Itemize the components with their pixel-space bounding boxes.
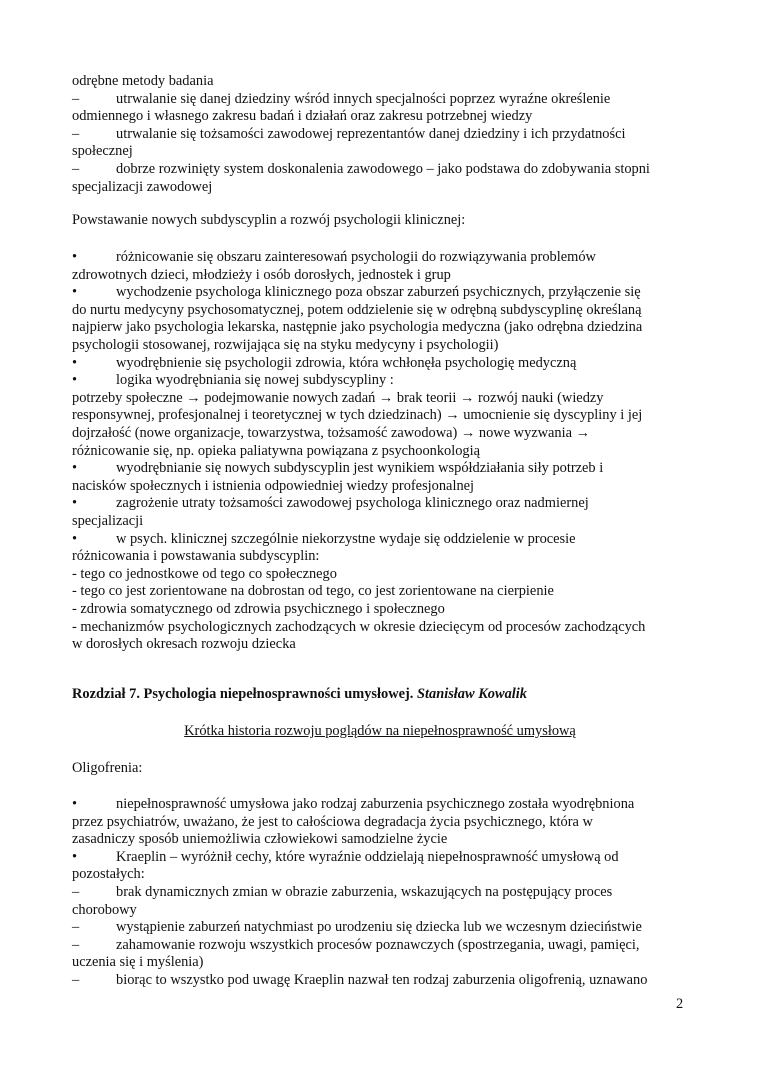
line-text: różnicowanie się, np. opieka paliatywna powiązana z psychoonkologią (72, 442, 480, 459)
text-line (72, 179, 212, 197)
dash-marker: – (72, 884, 80, 900)
text-line (72, 73, 213, 91)
line-text: wyodrębnianie się nowych subdyscyplin jest wynikiem współdziałania siły potrzeb i (116, 460, 604, 477)
text-line (72, 302, 641, 320)
text-line (72, 919, 642, 937)
line-text: psychologii stosowanej, rozwijająca się na styku medycyny i psychologii) (72, 337, 499, 353)
line-text: uczenia się i myślenia) (72, 954, 204, 971)
line-text: biorąc to wszystko pod uwagę Kraeplin nazwał ten rodzaj zaburzenia oligofrenią, uznawano (116, 972, 648, 988)
line-text: różnicowanie się obszaru zainteresowań psychologii do rozwiązywania problemów (116, 249, 596, 265)
bullet-marker: • (72, 495, 78, 512)
subdisciplines-heading: Powstawanie nowych subdyscyplin a rozwój psychologii klinicznej: (72, 212, 466, 228)
line-text: potrzeby społeczne → podejmowanie nowych zadań → brak teorii → rozwój nauki (wiedzy (72, 389, 604, 406)
text-line (72, 249, 596, 267)
line-text: utrwalanie się danej dziedziny wśród innych specjalności poprzez wyraźne określenie (116, 90, 611, 107)
page-number: 2 (676, 996, 684, 1012)
line-text: zdrowotnych dzieci, młodzieży i osób dorosłych, jednostek i grup (72, 266, 451, 283)
dash-marker: – (72, 161, 80, 177)
dash-marker: – (72, 972, 80, 988)
text-line (72, 831, 447, 849)
chapter-title: Rozdział 7. Psychologia niepełnosprawności umysłowej. (72, 686, 414, 702)
text-line (72, 814, 593, 832)
line-text: - tego co jest zorientowane na dobrostan od tego, co jest zorientowane na cierpienie (72, 583, 554, 600)
line-text: specjalizacji zawodowej (72, 178, 213, 195)
line-text: społecznej (72, 143, 133, 160)
line-text: specjalizacji (72, 513, 144, 529)
bullet-marker: • (72, 848, 78, 865)
text-line (72, 319, 642, 337)
section-title-text: Krótka historia rozwoju poglądów na niepełnosprawność umysłową (184, 723, 576, 739)
bullet-marker: • (72, 372, 78, 389)
text-line (72, 284, 641, 302)
line-text: nacisków społecznych i istnienia odpowiedniej wiedzy profesjonalnej (72, 477, 475, 494)
line-text: - zdrowia somatycznego od zdrowia psychicznego i społecznego (72, 601, 445, 617)
line-text: odmiennego i własnego zakresu badań i działań oraz zakresu potrzebnej wiedzy (72, 108, 533, 125)
bullet-marker: • (72, 249, 78, 265)
line-text: dobrze rozwinięty system doskonalenia zawodowego – jako podstawa do zdobywania stopni (116, 161, 650, 177)
text-line (72, 796, 634, 814)
text-line (72, 91, 610, 109)
line-text: wystąpienie zaburzeń natychmiast po urodzeniu się dziecka lub we wczesnym dzieciństwie (116, 919, 642, 936)
line-text: zasadniczy sposób uniemożliwia człowiekowi samodzielne życie (72, 831, 448, 848)
text-line (72, 884, 612, 902)
text-line (72, 443, 480, 461)
text-line (72, 566, 337, 584)
line-text: w psych. klinicznej szczególnie niekorzystne wydaje się oddzielenie w procesie (116, 530, 576, 547)
text-line (72, 866, 145, 884)
text-line (72, 972, 647, 990)
line-text: chorobowy (72, 901, 137, 918)
text-line (72, 548, 319, 566)
text-line (72, 425, 590, 443)
dash-marker: – (72, 936, 80, 953)
bullet-marker: • (72, 354, 78, 371)
chapter-author: Stanisław Kowalik (417, 686, 527, 702)
text-line (72, 495, 589, 513)
line-text: odrębne metody badania (72, 73, 214, 89)
text-line (72, 337, 498, 355)
line-text: pozostałych: (72, 866, 145, 883)
line-text: wychodzenie psychologa klinicznego poza obszar zaburzeń psychicznych, przyłączenie się (116, 284, 641, 301)
dash-marker: – (72, 125, 80, 142)
line-text: w dorosłych okresach rozwoju dziecka (72, 636, 296, 653)
text-line (72, 849, 619, 867)
text-line (72, 460, 603, 478)
text-line (72, 407, 642, 425)
text-line (72, 583, 554, 601)
line-text: responsywnej, profesjonalnej i teoretycznej w tych dziedzinach) → umocnienie się dyscypliny i jej (72, 407, 643, 424)
line-text: brak dynamicznych zmian w obrazie zaburzenia, wskazujących na postępujący proces (116, 884, 613, 900)
text-line (72, 531, 576, 549)
line-text: - mechanizmów psychologicznych zachodzących w okresie dziecięcym od procesów zachodzących (72, 618, 646, 635)
text-line (72, 636, 296, 654)
text-line (72, 143, 133, 161)
line-text: - tego co jednostkowe od tego co społecznego (72, 565, 337, 582)
line-text: różnicowania i powstawania subdyscyplin: (72, 548, 320, 565)
line-text: przez psychiatrów, uważano, że jest to całościowa degradacja życia psychicznego, która w (72, 813, 593, 830)
text-line (72, 267, 451, 285)
oligofrenia-heading: Oligofrenia: (72, 760, 143, 776)
text-line (72, 126, 625, 144)
text-line (72, 513, 143, 531)
line-text: wyodrębnienie się psychologii zdrowia, która wchłonęła psychologię medyczną (116, 354, 577, 371)
bullet-marker: • (72, 530, 78, 547)
section-title (0, 723, 760, 741)
line-text: zahamowanie rozwoju wszystkich procesów poznawczych (spostrzegania, uwagi, pamięci, (116, 936, 640, 953)
bullet-marker: • (72, 460, 78, 477)
chapter-heading (72, 686, 527, 704)
line-text: do nurtu medycyny psychosomatycznej, potem oddzielenie się w odrębną subdyscyplinę określaną (72, 301, 642, 318)
line-text: utrwalanie się tożsamości zawodowej reprezentantów danej dziedziny i ich przydatności (116, 125, 626, 142)
line-text: najpierw jako psychologia lekarska, następnie jako psychologia medyczna (jako odrębna dziedzina (72, 319, 643, 336)
bullet-marker: • (72, 796, 78, 812)
line-text: dojrzałość (nowe organizacje, towarzystwa, tożsamość zawodowa) → nowe wyzwania → (72, 425, 591, 441)
line-text: niepełnosprawność umysłowa jako rodzaj zaburzenia psychicznego została wyodrębniona (116, 796, 635, 812)
text-line (72, 355, 576, 373)
text-line (72, 108, 532, 126)
text-line (72, 954, 203, 972)
text-line (72, 619, 645, 637)
text-line (72, 390, 603, 408)
line-text: zagrożenie utraty tożsamości zawodowej psychologa klinicznego oraz nadmiernej (116, 495, 589, 512)
dash-marker: – (72, 90, 80, 107)
line-text: Kraeplin – wyróżnił cechy, które wyraźnie oddzielają niepełnosprawność umysłową od (116, 848, 619, 865)
line-text: logika wyodrębniania się nowej subdyscypliny : (116, 372, 394, 389)
text-line (72, 601, 445, 619)
dash-marker: – (72, 919, 80, 936)
bullet-marker: • (72, 284, 78, 301)
text-line (72, 372, 394, 390)
text-line (72, 902, 137, 920)
text-line (72, 937, 639, 955)
text-line (72, 161, 650, 179)
text-line (72, 478, 474, 496)
